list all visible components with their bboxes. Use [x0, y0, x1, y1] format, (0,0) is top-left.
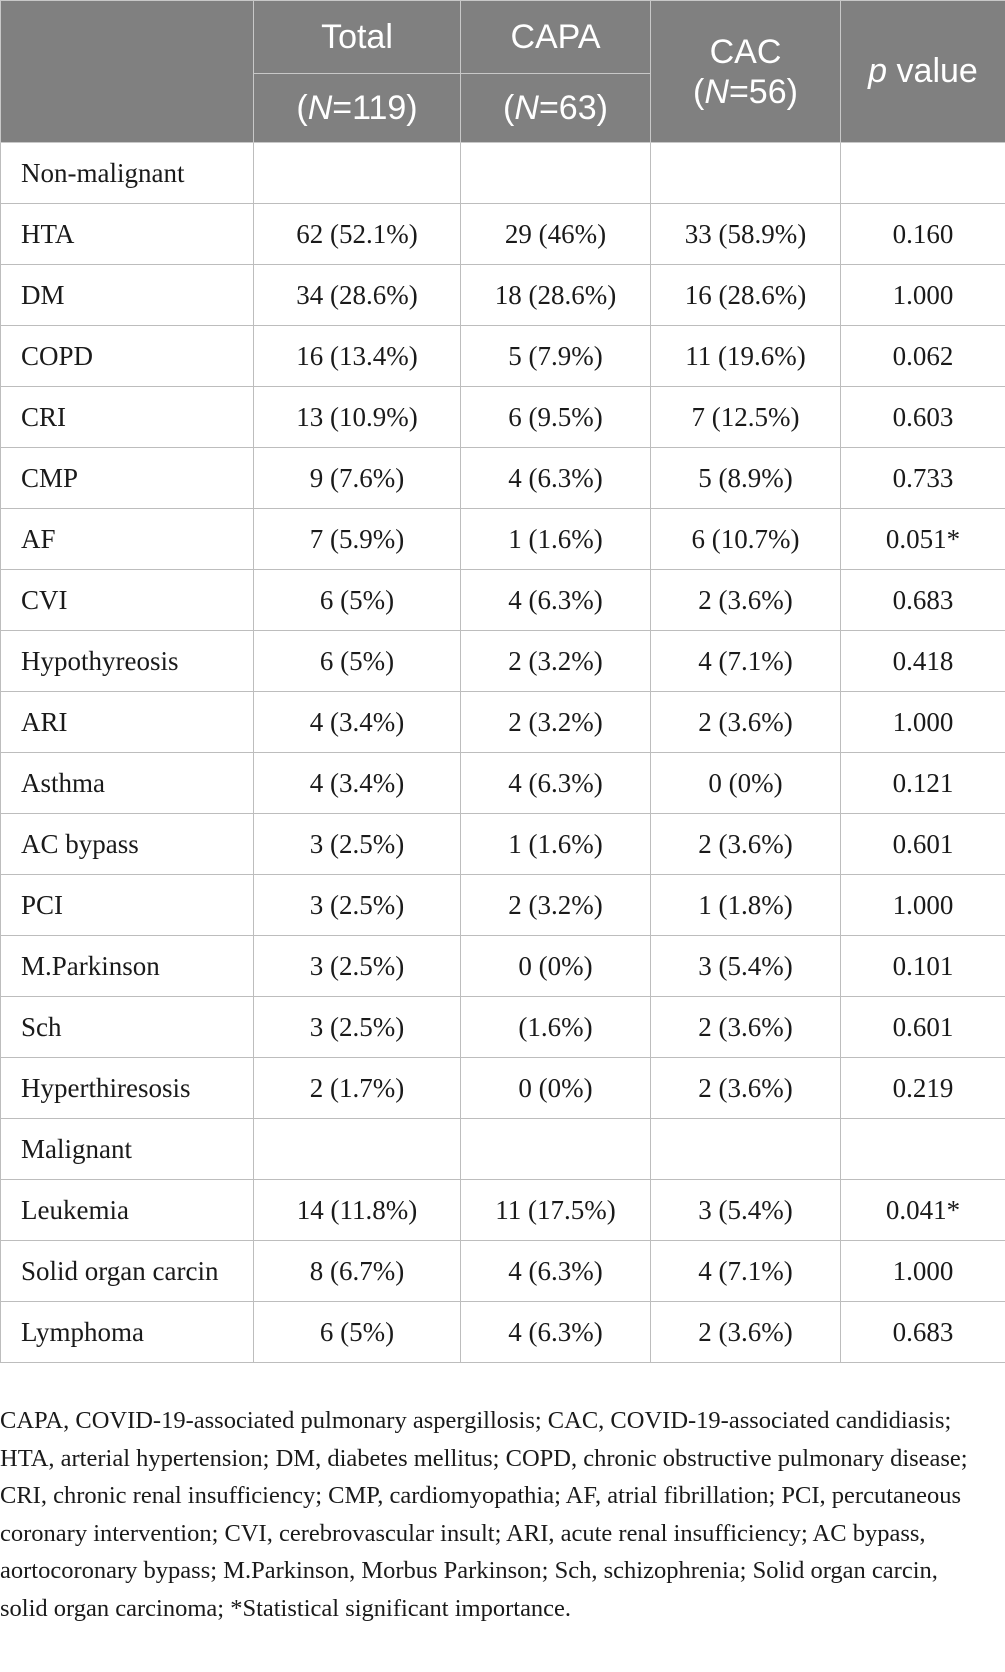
cell-cac: 2 (3.6%) — [651, 997, 841, 1058]
cell-capa: 4 (6.3%) — [461, 570, 651, 631]
cell-p-value: 0.219 — [841, 1058, 1005, 1119]
row-label: M.Parkinson — [1, 936, 254, 997]
header-row-1 — [1, 1, 1005, 74]
table-row — [1, 814, 1005, 875]
cell-cac: 2 (3.6%) — [651, 692, 841, 753]
table-row — [1, 936, 1005, 997]
cell-capa: 1 (1.6%) — [461, 509, 651, 570]
header-total: Total — [254, 1, 461, 74]
cell-capa: 6 (9.5%) — [461, 387, 651, 448]
row-label: HTA — [1, 204, 254, 265]
cell-p-value: 1.000 — [841, 1241, 1005, 1302]
cell-cac: 3 (5.4%) — [651, 936, 841, 997]
cell-total: 8 (6.7%) — [254, 1241, 461, 1302]
cell-cac: 0 (0%) — [651, 753, 841, 814]
row-label: CMP — [1, 448, 254, 509]
cell-p-value: 1.000 — [841, 875, 1005, 936]
cell-total: 13 (10.9%) — [254, 387, 461, 448]
row-label: Hypothyreosis — [1, 631, 254, 692]
row-label: Hyperthiresosis — [1, 1058, 254, 1119]
row-label: Solid organ carcin — [1, 1241, 254, 1302]
cell-capa: (1.6%) — [461, 997, 651, 1058]
cell-capa: 11 (17.5%) — [461, 1180, 651, 1241]
cell-cac: 6 (10.7%) — [651, 509, 841, 570]
header-cac — [651, 1, 841, 143]
row-label: DM — [1, 265, 254, 326]
cell-total: 4 (3.4%) — [254, 753, 461, 814]
cell-capa: 5 (7.9%) — [461, 326, 651, 387]
cell-total: 34 (28.6%) — [254, 265, 461, 326]
table-row — [1, 387, 1005, 448]
cell-p-value: 0.601 — [841, 997, 1005, 1058]
cell-p-value: 1.000 — [841, 265, 1005, 326]
cell-cac: 16 (28.6%) — [651, 265, 841, 326]
cell-capa: 2 (3.2%) — [461, 692, 651, 753]
header-capa-n: (N=63) — [461, 74, 651, 143]
table-row — [1, 204, 1005, 265]
cell-total: 3 (2.5%) — [254, 814, 461, 875]
row-label: COPD — [1, 326, 254, 387]
cell-p-value: 0.733 — [841, 448, 1005, 509]
cell-capa: 18 (28.6%) — [461, 265, 651, 326]
cell-cac: 3 (5.4%) — [651, 1180, 841, 1241]
row-label: Leukemia — [1, 1180, 254, 1241]
cell-total: 6 (5%) — [254, 631, 461, 692]
cell-total: 6 (5%) — [254, 1302, 461, 1363]
cell-capa: 4 (6.3%) — [461, 1241, 651, 1302]
row-label: CVI — [1, 570, 254, 631]
cell-capa: 29 (46%) — [461, 204, 651, 265]
row-label: PCI — [1, 875, 254, 936]
cell-cac: 4 (7.1%) — [651, 1241, 841, 1302]
cell-p-value: 0.683 — [841, 570, 1005, 631]
cell-total: 2 (1.7%) — [254, 1058, 461, 1119]
table-footnote: CAPA, COVID-19-associated pulmonary aspergillosis; CAC, COVID-19-associated candidiasis; HTA, arterial hypertension; DM, diabetes mellitus; COPD, chronic obstructive pulmonary disease; CRI, chronic renal insufficiency; CMP, cardiomyopathia; AF, atrial fibrillation; PCI, percutaneous coronary intervention; CVI, cerebrovascular insult; ARI, acute renal insufficiency; AC bypass, aortocoronary bypass; M.Parkinson, Morbus Parkinson; Sch, schizophrenia; Solid organ carcin, solid organ carcinoma; *Statistical significant importance. — [0, 1407, 968, 1622]
table-row — [1, 1180, 1005, 1241]
section-row-malignant — [1, 1119, 1005, 1180]
cell-p-value: 0.683 — [841, 1302, 1005, 1363]
table-row — [1, 326, 1005, 387]
cell-capa: 1 (1.6%) — [461, 814, 651, 875]
cell-cac: 11 (19.6%) — [651, 326, 841, 387]
row-label: CRI — [1, 387, 254, 448]
cell-total: 3 (2.5%) — [254, 875, 461, 936]
cell-p-value: 0.051* — [841, 509, 1005, 570]
cell-p-value: 1.000 — [841, 692, 1005, 753]
table-row — [1, 753, 1005, 814]
cell-total: 7 (5.9%) — [254, 509, 461, 570]
cell-cac: 4 (7.1%) — [651, 631, 841, 692]
header-empty-cell — [1, 1, 254, 143]
section-label: Non-malignant — [1, 143, 254, 204]
cell-capa: 4 (6.3%) — [461, 1302, 651, 1363]
cell-cac: 2 (3.6%) — [651, 570, 841, 631]
cell-capa: 4 (6.3%) — [461, 448, 651, 509]
cell-p-value: 0.160 — [841, 204, 1005, 265]
table-row — [1, 1302, 1005, 1363]
table-row — [1, 631, 1005, 692]
header-capa: CAPA — [461, 1, 651, 74]
cell-cac: 33 (58.9%) — [651, 204, 841, 265]
row-label: Sch — [1, 997, 254, 1058]
cell-p-value: 0.601 — [841, 814, 1005, 875]
cell-total: 62 (52.1%) — [254, 204, 461, 265]
row-label: Asthma — [1, 753, 254, 814]
table-row — [1, 1058, 1005, 1119]
table-row — [1, 692, 1005, 753]
cell-p-value: 0.041* — [841, 1180, 1005, 1241]
header-p-value: p value — [841, 1, 1005, 143]
table-row — [1, 509, 1005, 570]
cell-p-value: 0.603 — [841, 387, 1005, 448]
table-row — [1, 997, 1005, 1058]
cell-cac: 2 (3.6%) — [651, 1058, 841, 1119]
cell-capa: 2 (3.2%) — [461, 631, 651, 692]
cell-total: 9 (7.6%) — [254, 448, 461, 509]
cell-p-value: 0.418 — [841, 631, 1005, 692]
cell-total: 4 (3.4%) — [254, 692, 461, 753]
table-row — [1, 875, 1005, 936]
section-row-non-malignant — [1, 143, 1005, 204]
row-label: AC bypass — [1, 814, 254, 875]
row-label: AF — [1, 509, 254, 570]
cell-p-value: 0.121 — [841, 753, 1005, 814]
cell-cac: 5 (8.9%) — [651, 448, 841, 509]
section-label: Malignant — [1, 1119, 254, 1180]
cell-p-value: 0.101 — [841, 936, 1005, 997]
header-total-n: (N=119) — [254, 74, 461, 143]
cell-total: 6 (5%) — [254, 570, 461, 631]
table-row — [1, 570, 1005, 631]
cell-cac: 7 (12.5%) — [651, 387, 841, 448]
cell-total: 16 (13.4%) — [254, 326, 461, 387]
table-row — [1, 448, 1005, 509]
cell-capa: 2 (3.2%) — [461, 875, 651, 936]
table-row — [1, 265, 1005, 326]
cell-total: 14 (11.8%) — [254, 1180, 461, 1241]
cell-cac: 1 (1.8%) — [651, 875, 841, 936]
row-label: Lymphoma — [1, 1302, 254, 1363]
cell-capa: 0 (0%) — [461, 1058, 651, 1119]
header-cac-n: (N=56) — [693, 72, 798, 111]
table-row — [1, 1241, 1005, 1302]
cell-capa: 4 (6.3%) — [461, 753, 651, 814]
row-label: ARI — [1, 692, 254, 753]
cell-cac: 2 (3.6%) — [651, 1302, 841, 1363]
cell-p-value: 0.062 — [841, 326, 1005, 387]
header-cac-label: CAC — [709, 32, 782, 71]
cell-total: 3 (2.5%) — [254, 997, 461, 1058]
cell-cac: 2 (3.6%) — [651, 814, 841, 875]
table-body — [1, 143, 1005, 1363]
cell-total: 3 (2.5%) — [254, 936, 461, 997]
cell-capa: 0 (0%) — [461, 936, 651, 997]
